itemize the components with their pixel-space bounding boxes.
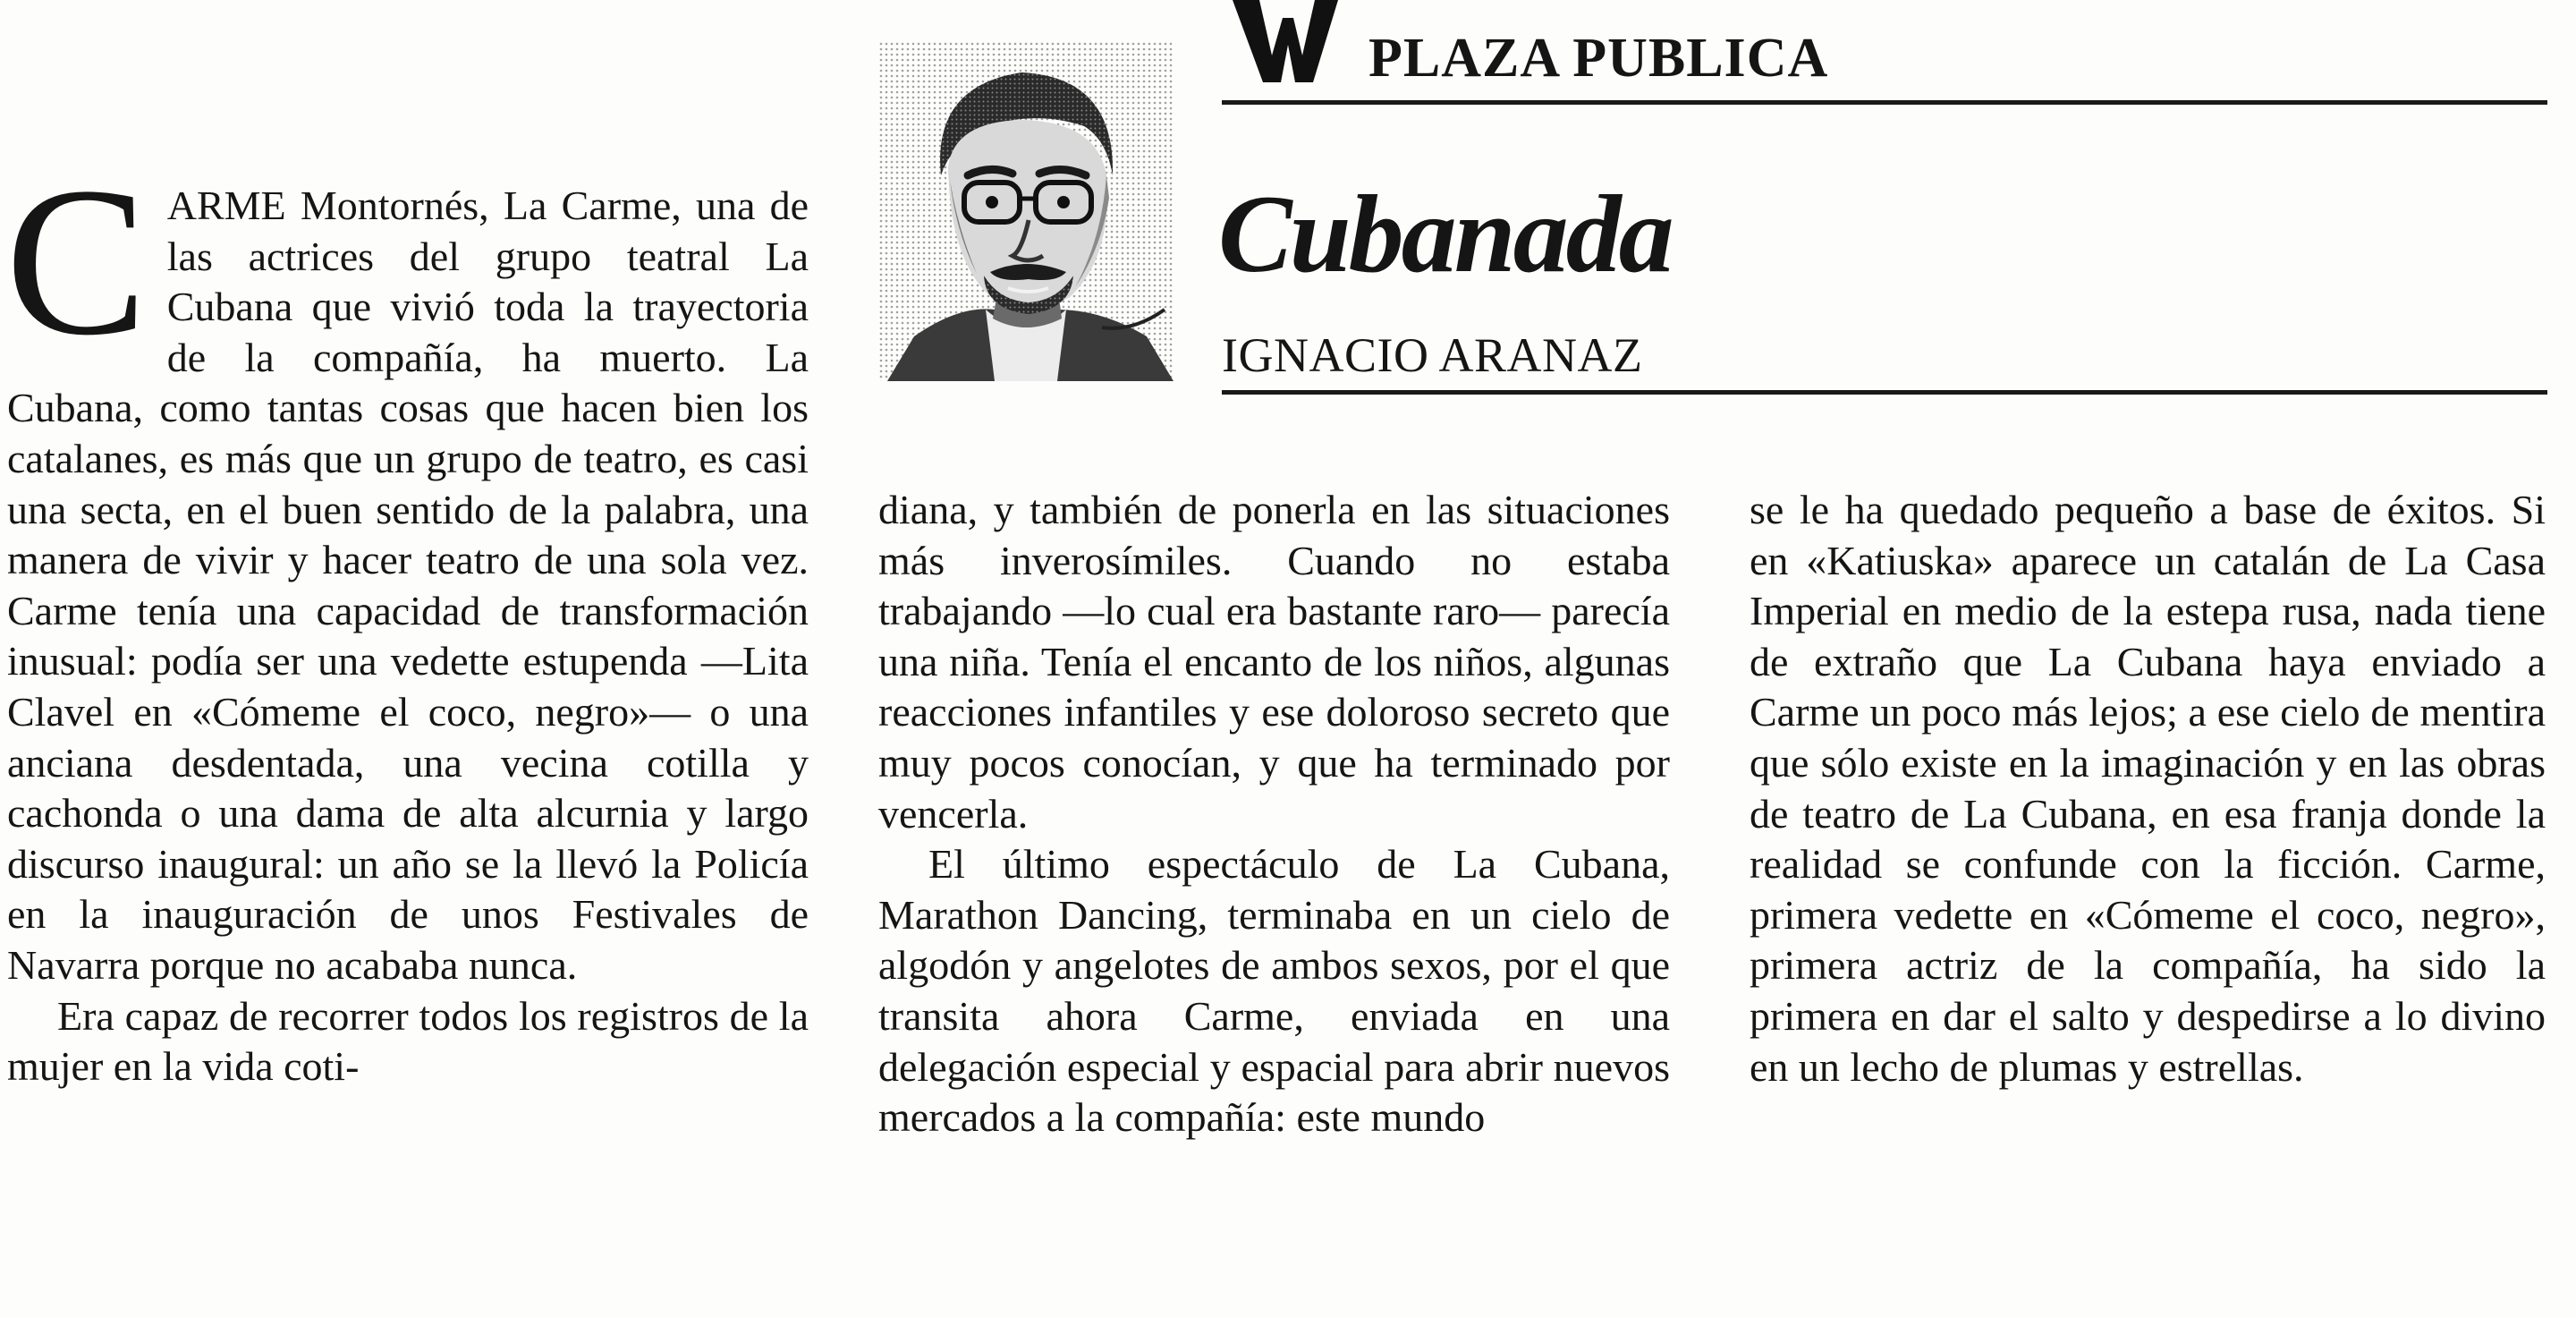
article-paragraph: El último espectáculo de La Cubana, Marathon Dancing, terminaba en un cielo de algodón y angelotes de ambos sexos, por el que transita ahora Carme, enviada en una delegación especial y espacial para abrir nuevos mercados a la compañía: este mundo bbox=[878, 841, 1670, 1141]
article-column-2 bbox=[878, 485, 1670, 1143]
section-title: PLAZA PUBLICA bbox=[1368, 28, 1829, 89]
lead-paragraph-text: ARME Montornés, La Carme, una de las actrices del grupo teatral La Cubana que vivió toda la trayectoria de la compañía, ha muerto. La Cubana, como tantas cosas que hacen bien los catalanes, es más que un grupo de teatro, es casi una secta, en el buen sentido de la palabra, una manera de vivir y hacer teatro de una sola vez. Carme tenía una capacidad de transformación inusual: podía ser una vedette estupenda —Lita Clavel en «Cómeme el coco, negro»— o una anciana desdentada, una vecina cotilla y cachonda o una dama de alta alcurnia y largo discurso inaugural: un año se la llevó la Policía en la inauguración de unos Festivales de Navarra porque no acababa nunca. bbox=[7, 183, 809, 988]
section-w-logo-icon bbox=[1233, 0, 1340, 86]
article-byline: IGNACIO ARANAZ bbox=[1222, 328, 1643, 382]
article-column-1 bbox=[5, 144, 809, 1092]
article-paragraph: diana, y también de ponerla en las situaciones más inverosímiles. Cuando no estaba trabajando —lo cual era bastante raro— parecía una niña. Tenía el encanto de los niños, algunas reacciones infantiles y ese doloroso secreto que muy pocos conocían, y que ha terminado por vencerla. bbox=[878, 487, 1670, 837]
byline-divider bbox=[1222, 390, 2547, 395]
article-paragraph bbox=[5, 144, 809, 991]
drop-cap: C bbox=[5, 144, 148, 379]
article-paragraph: Era capaz de recorrer todos los registros de la mujer en la vida coti- bbox=[7, 992, 809, 1090]
article-paragraph: se le ha quedado pequeño a base de éxitos. Si en «Katiuska» aparece un catalán de La Casa Imperial en medio de la estepa rusa, nada tiene de extraño que La Cubana haya enviado a Carme un poco más lejos; a ese cielo de mentira que sólo existe en la imaginación y en las obras de teatro de La Cubana, en esa franja donde la realidad se confunde con la ficción. Carme, primera vedette en «Cómeme el coco, negro», primera actriz de la compañía, ha sido la primera en dar el salto y despedirse a lo divino en un lecho de plumas y estrellas. bbox=[1750, 487, 2546, 1090]
article-headline: Cubanada bbox=[1218, 173, 1672, 295]
article-column-3 bbox=[1750, 485, 2546, 1092]
author-portrait-icon bbox=[878, 41, 1174, 381]
section-divider bbox=[1222, 100, 2547, 105]
